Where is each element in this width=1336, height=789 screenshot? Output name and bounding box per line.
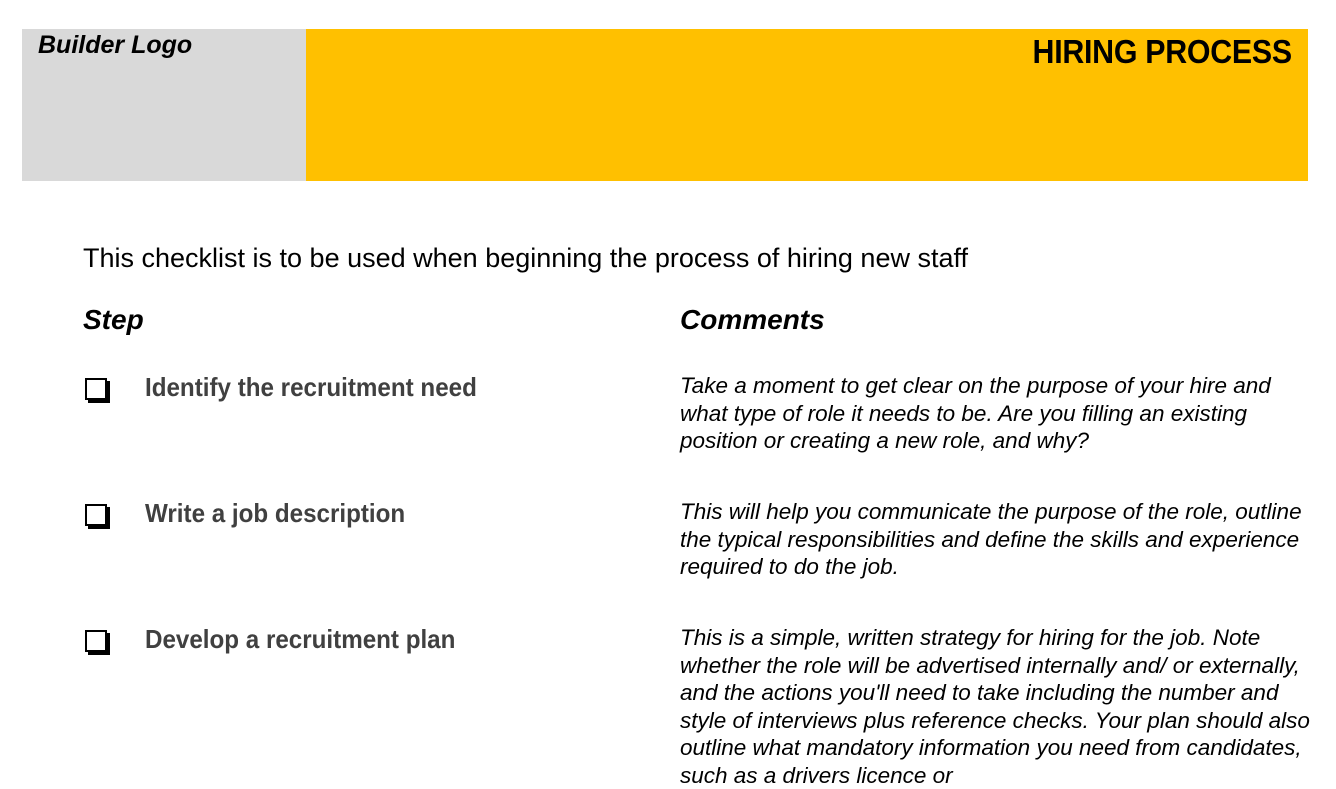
step-comment: This will help you communicate the purpose of the role, outline the typical responsibilities and define the skills and experience required to do the job.: [680, 499, 1302, 579]
step-label: Develop a recruitment plan: [145, 624, 456, 654]
page-title: HIRING PROCESS: [1032, 33, 1292, 70]
title-banner: [306, 29, 1308, 181]
step-label: Identify the recruitment need: [145, 372, 477, 402]
step-label: Write a job description: [145, 498, 406, 528]
logo-placeholder: [22, 29, 306, 181]
step-column-header: Step: [83, 304, 144, 335]
intro-text: This checklist is to be used when beginning the process of hiring new staff: [83, 243, 969, 273]
document-header: [22, 29, 1308, 181]
step-comment: Take a moment to get clear on the purpose of your hire and what type of role it needs to be. Are you filling an existing position or creating a new role, and why?: [680, 373, 1271, 453]
logo-text: Builder Logo: [38, 31, 193, 59]
checkbox[interactable]: [85, 504, 107, 526]
step-comment: This is a simple, written strategy for hiring for the job. Note whether the role will be advertised internally and/ or externally, and the actions you'll need to take including the number and style of interviews plus reference checks. Your plan should also outline what mandatory information you need from candidates, such as a drivers licence or: [680, 625, 1310, 788]
comments-column-header: Comments: [680, 304, 825, 335]
checkbox[interactable]: [85, 378, 107, 400]
checkbox[interactable]: [85, 630, 107, 652]
